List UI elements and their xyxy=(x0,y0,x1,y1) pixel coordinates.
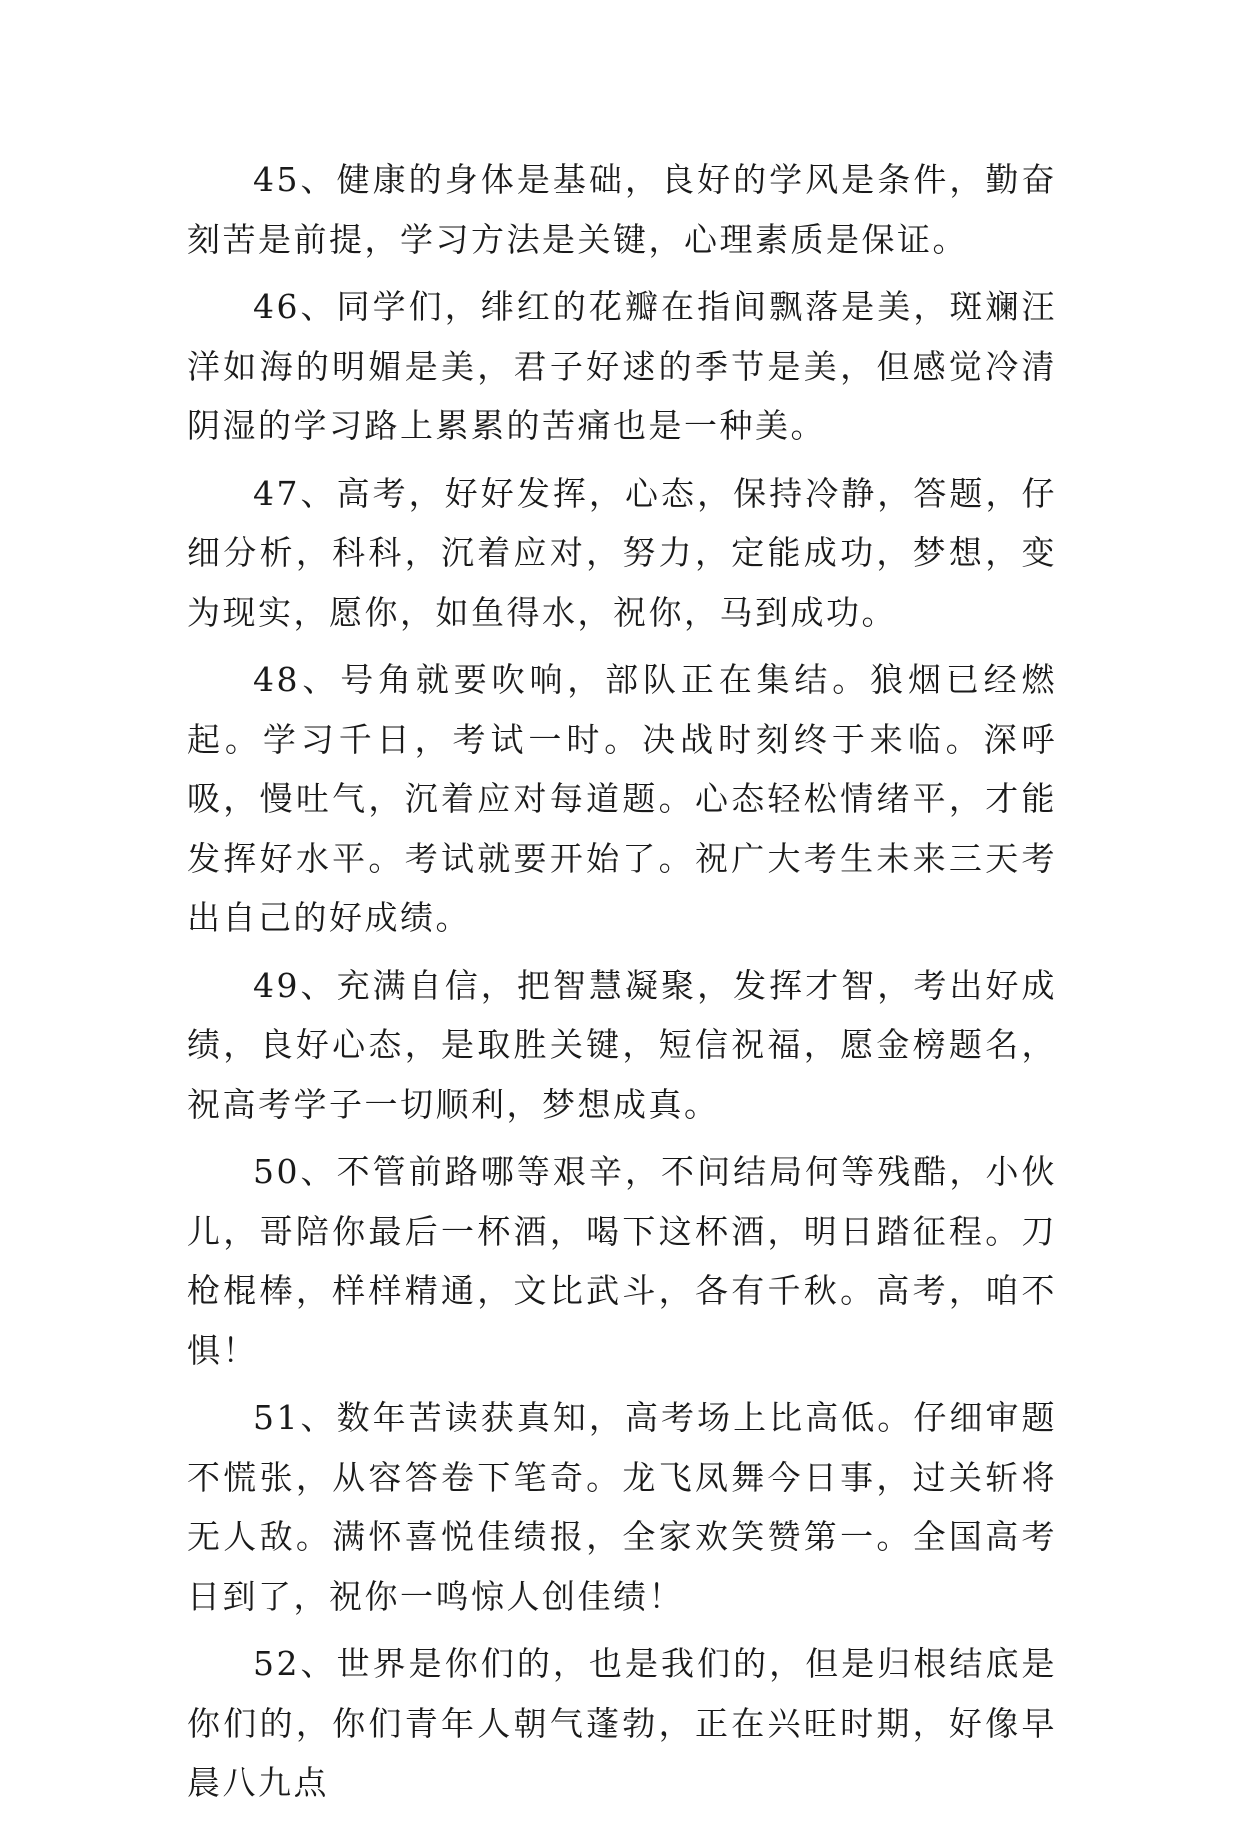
paragraph-51: 51、数年苦读获真知，高考场上比高低。仔细审题不慌张，从容答卷下笔奇。龙飞凤舞今日事，过关斩将无人敌。满怀喜悦佳绩报，全家欢笑赞第一。全国高考日到了，祝你一鸣惊人创佳绩！ xyxy=(187,1398,1057,1616)
paragraph-45: 45、健康的身体是基础，良好的学风是条件，勤奋刻苦是前提，学习方法是关键，心理素质是保证。 xyxy=(187,160,1057,259)
paragraph-46: 46、同学们，绯红的花瓣在指间飘落是美，斑斓汪洋如海的明媚是美，君子好逑的季节是美，但感觉冷清阴湿的学习路上累累的苦痛也是一种美。 xyxy=(187,287,1057,445)
paragraph-50: 50、不管前路哪等艰辛，不问结局何等残酷，小伙儿，哥陪你最后一杯酒，喝下这杯酒，明日踏征程。刀枪棍棒，样样精通，文比武斗，各有千秋。高考，咱不惧！ xyxy=(187,1152,1057,1370)
paragraph-48: 48、号角就要吹响，部队正在集结。狼烟已经燃起。学习千日，考试一时。决战时刻终于来临。深呼吸，慢吐气，沉着应对每道题。心态轻松情绪平，才能发挥好水平。考试就要开始了。祝广大考生未来三天考出自己的好成绩。 xyxy=(187,660,1057,937)
document-body xyxy=(187,150,1057,1821)
paragraph-47: 47、高考，好好发挥，心态，保持冷静，答题，仔细分析，科科，沉着应对，努力，定能成功，梦想，变为现实，愿你，如鱼得水，祝你，马到成功。 xyxy=(187,473,1057,632)
paragraph-49: 49、充满自信，把智慧凝聚，发挥才智，考出好成绩，良好心态，是取胜关键，短信祝福，愿金榜题名，祝高考学子一切顺利，梦想成真。 xyxy=(187,965,1057,1124)
paragraph-52: 52、世界是你们的，也是我们的，但是归根结底是你们的，你们青年人朝气蓬勃，正在兴旺时期，好像早晨八九点 xyxy=(187,1644,1057,1802)
